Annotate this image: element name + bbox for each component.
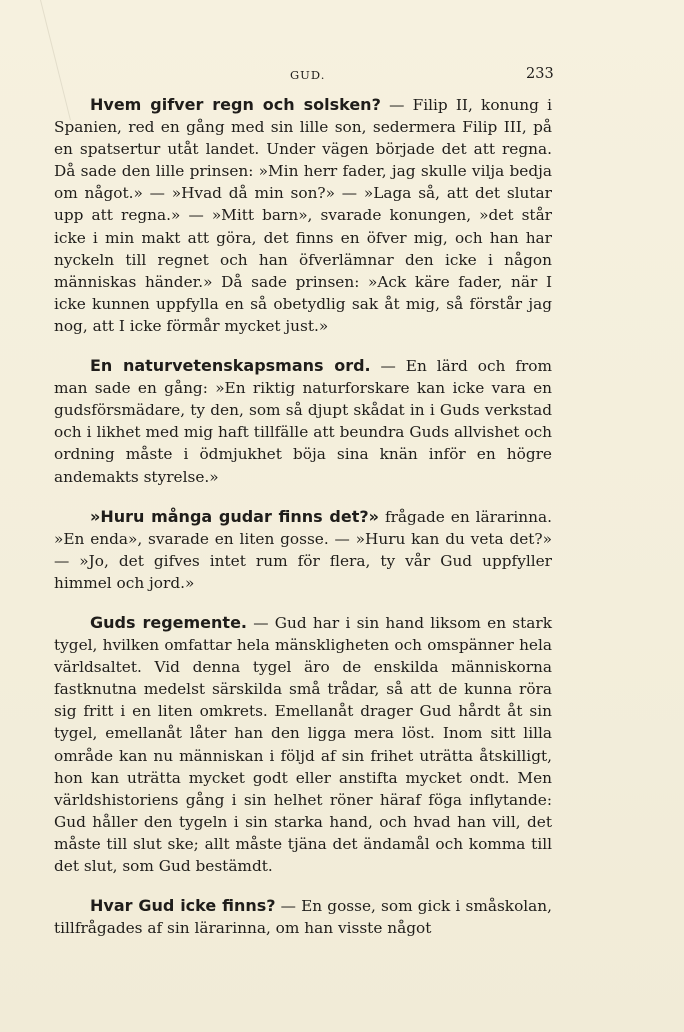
paragraph-body: — Gud har i sin hand liksom en stark tygel, hvilken omfattar hela mänskligheten och omspänner hela världsaltet. Vid denna tygel äro de enskilda människorna fastknutna medelst särskilda små trådar, så att de kunna röra sig fritt i en liten omkrets. Emellanåt drager Gud hårdt åt sin tygel, emellanåt låter han den ligga mera löst. Inom sitt lilla område kan nu människan i följd af sin frihet uträtta åtskilligt, hon kan uträtta mycket godt eller anstifta mycket ondt. Men världshistoriens gång i sin helhet röner häraf föga inflytande: Gud håller den tygeln i sin starka hand, och hvad han vill, det måste till slut ske; allt måste tjäna det ändamål och komma till det slut, som Gud bestämdt. <box>54 613 553 875</box>
paragraph-body: — En lärd och from man sade en gång: »En riktig naturforskare kan icke vara en gudsförsmädare, ty den, som så djupt skådat in i Guds verkstad och i likhet med mig haft tillfälle att beundra Guds allvishet och ordning måste i ödmjukhet böja sina knän inför en högre andemakts styrelse.» <box>54 357 553 486</box>
paragraph-heading: »Huru många gudar finns det?» <box>90 506 379 526</box>
paragraph-naturvetenskapsman <box>54 355 552 488</box>
paragraph-hvem-gifver-regn <box>54 94 552 337</box>
paragraph-heading: Hvem gifver regn och solsken? <box>90 95 381 114</box>
running-head <box>54 66 554 84</box>
paragraph-guds-regemente <box>54 612 552 877</box>
paragraph-body: — En gosse, som gick i småskolan, tillfrågades af sin lärarinna, om han visste något <box>54 897 552 938</box>
paragraph-heading: Hvar Gud icke finns? <box>90 896 276 916</box>
paragraph-heading: En naturvetenskapsmans ord. <box>90 356 371 376</box>
paragraph-hvar-gud-icke-finns <box>54 895 552 939</box>
paragraph-heading: Guds regemente. <box>90 612 247 632</box>
paragraph-body: — Filip II, konung i Spanien, red en gång med sin lille son, sedermera Filip III, på en spatsertur utåt landet. Under vägen började det att regna. Då sade den lille prinsen: »Min herr fader, jag skulle vilja bedja om något.» — »Hvad då min son?» — »Laga så, att det slutar upp att regna.» — »Mitt barn», svarade konungen, »det står icke i min makt att göra, det finns en öfver mig, och han har nyckeln till regnet och han öfverlämnar den icke i någon människas händer.» Då sade prinsen: »Ack käre fader, när I icke kunnen uppfylla en så obetydlig sak åt mig, så förstår jag nog, att I icke förmår mycket just.» <box>54 96 552 335</box>
page-number: 233 <box>526 66 554 82</box>
running-title: GUD. <box>290 68 326 82</box>
page-content <box>54 94 552 939</box>
paragraph-huru-manga-gudar <box>54 506 552 594</box>
paragraph-body: frågade en lärarinna. »En enda», svarade en liten gosse. — »Huru kan du veta det?» — »Jo, det gifves intet rum för flera, ty vår Gud uppfyller himmel och jord.» <box>54 507 552 592</box>
